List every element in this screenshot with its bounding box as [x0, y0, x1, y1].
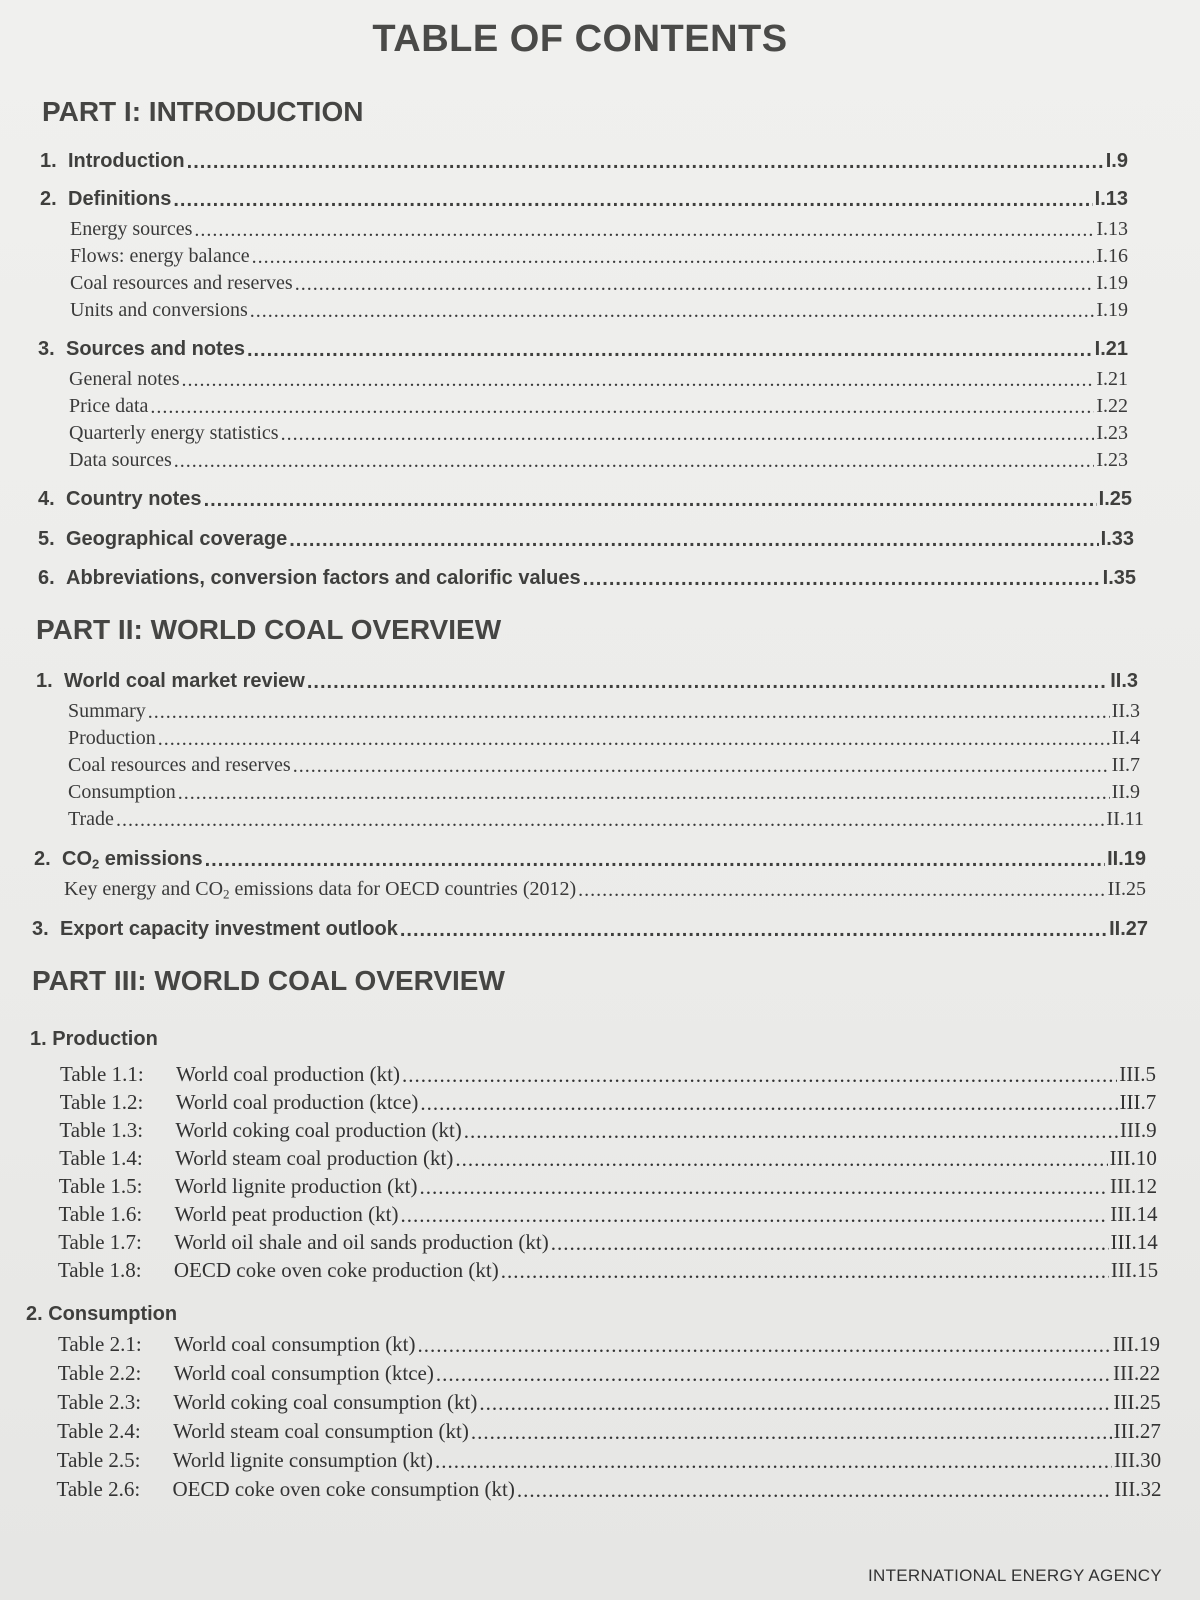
- toc-subentry[interactable]: [68, 727, 1140, 750]
- entry-page: I.19: [1096, 272, 1128, 294]
- entry-label: Coal resources and reserves: [70, 272, 293, 294]
- entry-number: 5.: [38, 528, 55, 550]
- toc-subentry[interactable]: [68, 754, 1140, 777]
- part-1-heading: PART I: INTRODUCTION: [42, 96, 364, 127]
- table-number: Table 1.4:: [59, 1146, 143, 1170]
- leader-dots: [455, 1147, 1107, 1168]
- entry-label: Quarterly energy statistics: [69, 422, 279, 444]
- entry-page: II.11: [1106, 808, 1144, 830]
- table-entry[interactable]: [57, 1448, 1161, 1473]
- leader-dots: [247, 339, 1093, 359]
- table-page: III.19: [1112, 1332, 1160, 1356]
- entry-page: I.9: [1105, 150, 1128, 172]
- leader-dots: [182, 369, 1095, 389]
- toc-entry-geographical-coverage[interactable]: [38, 528, 1134, 551]
- leader-dots: [479, 1391, 1111, 1412]
- entry-page: II.7: [1111, 754, 1140, 776]
- toc-subentry[interactable]: [70, 218, 1128, 241]
- toc-entry-abbreviations[interactable]: [38, 567, 1136, 590]
- table-entry[interactable]: [57, 1390, 1160, 1415]
- table-page: III.5: [1119, 1062, 1156, 1086]
- production-heading: 1. Production: [30, 1028, 158, 1050]
- entry-page: II.3: [1110, 670, 1138, 692]
- table-number: Table 2.6:: [56, 1477, 141, 1501]
- table-title: World coal consumption (ktce): [173, 1361, 434, 1385]
- page-title: TABLE OF CONTENTS: [372, 18, 788, 60]
- entry-label: Country notes: [66, 488, 202, 510]
- table-page: III.22: [1113, 1361, 1161, 1385]
- table-number: Table 2.3:: [57, 1390, 142, 1414]
- leader-dots: [578, 879, 1106, 899]
- entry-page: I.19: [1096, 299, 1128, 321]
- leader-dots: [464, 1119, 1118, 1140]
- leader-dots: [194, 219, 1094, 239]
- toc-subentry[interactable]: [64, 878, 1146, 902]
- table-number: Table 2.5:: [56, 1448, 141, 1472]
- table-page: III.10: [1109, 1146, 1157, 1170]
- footer-publisher: INTERNATIONAL ENERGY AGENCY: [867, 1566, 1162, 1585]
- table-number: Table 1.5:: [58, 1174, 143, 1198]
- leader-dots: [418, 1333, 1111, 1354]
- table-title: World lignite consumption (kt): [172, 1448, 433, 1472]
- toc-subentry[interactable]: [69, 422, 1128, 445]
- entry-page: II.27: [1109, 918, 1148, 940]
- toc-entry-country-notes[interactable]: [38, 488, 1132, 511]
- table-page: III.15: [1110, 1258, 1159, 1282]
- leader-dots: [178, 782, 1110, 802]
- leader-dots: [471, 1420, 1112, 1441]
- leader-dots: [150, 396, 1094, 416]
- table-title: World coal production (kt): [176, 1062, 400, 1086]
- entry-label: Export capacity investment outlook: [60, 918, 398, 940]
- leader-dots: [252, 246, 1095, 266]
- toc-subentry[interactable]: [69, 449, 1128, 472]
- leader-dots: [281, 423, 1095, 443]
- entry-page: I.21: [1094, 338, 1128, 360]
- leader-dots: [419, 1175, 1107, 1196]
- entry-page: I.22: [1096, 395, 1128, 417]
- table-number: Table 2.1:: [58, 1332, 142, 1356]
- table-title: World steam coal production (kt): [175, 1146, 454, 1170]
- entry-label: Coal resources and reserves: [68, 754, 291, 776]
- toc-subentry[interactable]: [68, 781, 1140, 804]
- entry-page: I.13: [1096, 218, 1128, 240]
- table-entry[interactable]: [58, 1332, 1160, 1357]
- table-number: Table 1.6:: [58, 1202, 143, 1226]
- toc-entry-export-capacity[interactable]: [32, 918, 1148, 941]
- entry-number: 3.: [32, 918, 49, 940]
- table-page: III.14: [1110, 1202, 1158, 1226]
- table-entry[interactable]: [58, 1361, 1161, 1386]
- toc-subentry[interactable]: [69, 368, 1128, 391]
- toc-subentry[interactable]: [70, 245, 1128, 268]
- entry-page: I.33: [1100, 528, 1134, 550]
- toc-subentry[interactable]: [70, 299, 1128, 322]
- table-entry[interactable]: [57, 1419, 1161, 1444]
- leader-dots: [295, 273, 1095, 293]
- toc-entry-world-coal-market-review[interactable]: [36, 670, 1138, 693]
- entry-page: I.23: [1096, 422, 1128, 444]
- entry-page: II.3: [1111, 700, 1140, 722]
- table-page: III.27: [1113, 1419, 1161, 1443]
- entry-label: Units and conversions: [70, 299, 248, 321]
- entry-label: World coal market review: [64, 670, 305, 692]
- leader-dots: [173, 189, 1092, 209]
- leader-dots: [420, 1091, 1117, 1112]
- toc-subentry[interactable]: [68, 700, 1140, 723]
- entry-page: II.25: [1107, 878, 1146, 900]
- leader-dots: [401, 1203, 1109, 1224]
- leader-dots: [289, 529, 1098, 549]
- entry-label: Abbreviations, conversion factors and calorific values: [66, 567, 581, 589]
- table-number: Table 1.7:: [58, 1230, 142, 1254]
- table-entry[interactable]: [58, 1258, 1158, 1283]
- entry-number: 3.: [38, 338, 55, 360]
- toc-subentry[interactable]: [68, 808, 1144, 831]
- table-page: III.25: [1113, 1390, 1161, 1414]
- table-entry[interactable]: [60, 1062, 1156, 1087]
- table-title: World peat production (kt): [174, 1202, 399, 1226]
- table-page: III.9: [1119, 1118, 1157, 1142]
- entry-label: Price data: [69, 395, 149, 417]
- toc-entry-sources-and-notes[interactable]: [38, 338, 1128, 361]
- table-number: Table 1.3:: [59, 1118, 144, 1142]
- table-title: World oil shale and oil sands production (kt): [174, 1230, 549, 1254]
- leader-dots: [435, 1449, 1112, 1470]
- entry-page: I.35: [1102, 567, 1136, 589]
- leader-dots: [158, 728, 1110, 748]
- leader-dots: [436, 1362, 1111, 1383]
- entry-label: Summary: [68, 700, 146, 722]
- leader-dots: [204, 489, 1097, 509]
- entry-label: Introduction: [68, 150, 185, 172]
- table-page: III.12: [1109, 1174, 1158, 1198]
- toc-subentry[interactable]: [70, 272, 1128, 295]
- entry-label: Geographical coverage: [66, 528, 288, 550]
- entry-label: Energy sources: [70, 218, 193, 240]
- table-number: Table 1.1:: [60, 1062, 144, 1086]
- leader-dots: [205, 849, 1105, 869]
- leader-dots: [116, 809, 1104, 829]
- entry-page: I.13: [1094, 188, 1128, 210]
- entry-label: Trade: [68, 808, 114, 830]
- leader-dots: [187, 151, 1104, 171]
- leader-dots: [148, 701, 1110, 721]
- table-title: World coking coal production (kt): [175, 1118, 462, 1142]
- table-entry[interactable]: [58, 1230, 1158, 1255]
- entry-label: Sources and notes: [66, 338, 245, 360]
- table-number: Table 2.2:: [57, 1361, 142, 1385]
- table-entry[interactable]: [59, 1174, 1157, 1199]
- leader-dots: [517, 1478, 1112, 1499]
- entry-page: II.9: [1111, 781, 1140, 803]
- entry-page: I.23: [1096, 449, 1128, 471]
- entry-number: 2.: [34, 848, 51, 870]
- table-entry[interactable]: [60, 1090, 1157, 1115]
- toc-entry-introduction[interactable]: [40, 150, 1128, 173]
- table-entry[interactable]: [59, 1118, 1156, 1143]
- entry-number: 1.: [36, 670, 53, 692]
- table-title: OECD coke oven coke production (kt): [173, 1258, 499, 1282]
- leader-dots: [307, 671, 1108, 691]
- table-number: Table 2.4:: [57, 1419, 141, 1443]
- table-title: OECD coke oven coke consumption (kt): [172, 1477, 515, 1501]
- table-title: World coking coal consumption (kt): [173, 1390, 478, 1414]
- entry-label: Data sources: [69, 449, 172, 471]
- table-title: World steam coal consumption (kt): [173, 1419, 469, 1443]
- entry-page: I.25: [1098, 488, 1132, 510]
- table-title: World lignite production (kt): [174, 1174, 418, 1198]
- table-page: III.32: [1114, 1477, 1162, 1501]
- table-number: Table 1.8:: [57, 1258, 142, 1282]
- part-3-heading: PART III: WORLD COAL OVERVIEW: [32, 965, 505, 996]
- entry-number: 2.: [40, 188, 57, 210]
- consumption-heading: 2. Consumption: [26, 1303, 178, 1325]
- entry-page: I.16: [1096, 245, 1128, 267]
- table-entry[interactable]: [57, 1477, 1162, 1502]
- entry-number: 6.: [38, 567, 55, 589]
- toc-entry-co2-emissions[interactable]: [34, 848, 1146, 871]
- entry-number: 1.: [40, 150, 57, 172]
- table-title: World coal production (ktce): [175, 1090, 419, 1114]
- entry-label: Consumption: [68, 781, 176, 803]
- entry-page: I.21: [1096, 368, 1128, 390]
- table-page: III.14: [1110, 1230, 1158, 1254]
- leader-dots: [501, 1259, 1109, 1280]
- table-page: III.7: [1119, 1090, 1157, 1114]
- leader-dots: [551, 1231, 1109, 1252]
- entry-label: Key energy and $CO_2$ emissions data for OECD countries (2012): [64, 878, 577, 902]
- toc-subentry[interactable]: [69, 395, 1128, 418]
- leader-dots: [250, 300, 1095, 320]
- leader-dots: [293, 755, 1110, 775]
- part-2-heading: PART II: WORLD COAL OVERVIEW: [36, 614, 502, 645]
- entry-number: 4.: [38, 488, 55, 510]
- table-entry[interactable]: [59, 1146, 1157, 1171]
- entry-label: $CO_2$ emissions: [62, 848, 203, 872]
- leader-dots: [400, 919, 1107, 939]
- entry-page: II.4: [1111, 727, 1140, 749]
- entry-label: Definitions: [68, 188, 172, 210]
- entry-page: II.19: [1107, 848, 1146, 870]
- toc-entry-definitions[interactable]: [40, 188, 1128, 211]
- table-page: III.30: [1113, 1448, 1162, 1472]
- entry-label: Flows: energy balance: [70, 245, 250, 267]
- leader-dots: [174, 450, 1095, 470]
- table-entry[interactable]: [59, 1202, 1158, 1227]
- table-number: Table 1.2:: [59, 1090, 144, 1114]
- leader-dots: [583, 568, 1101, 588]
- entry-label: General notes: [69, 368, 180, 390]
- entry-label: Production: [68, 727, 156, 749]
- table-title: World coal consumption (kt): [174, 1332, 416, 1356]
- leader-dots: [402, 1063, 1117, 1084]
